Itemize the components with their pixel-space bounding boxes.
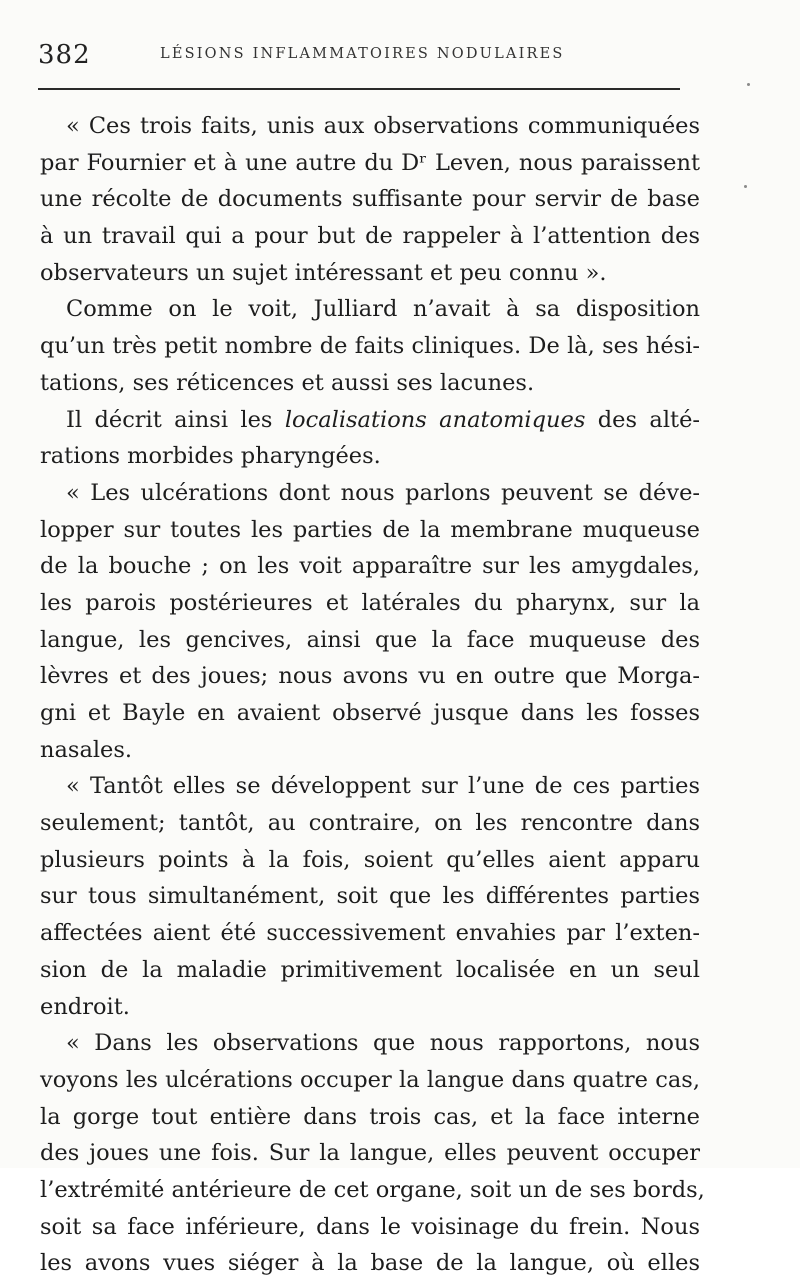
page-number: 382: [38, 40, 91, 70]
text-line: la gorge tout entière dans trois cas, et la face interne: [40, 1103, 700, 1130]
text-line: les parois postérieures et latérales du pharynx, sur la: [40, 589, 700, 616]
text-line: lopper sur toutes les parties de la membrane muqueuse: [40, 516, 700, 543]
text-line: [40, 402, 700, 439]
text-line: les avons vues siéger à la base de la langue, où elles: [40, 1250, 700, 1277]
body-text: [40, 108, 705, 1282]
text-line: Comme on le voit, Julliard n’avait à sa disposition: [66, 296, 700, 323]
text-line: « Dans les observations que nous rapportons, nous: [66, 1030, 700, 1057]
text-line: affectées aient été successivement envahies par l’exten-: [40, 920, 700, 947]
text-line: « Tantôt elles se développent sur l’une de ces parties: [66, 773, 700, 800]
paper-speck: [744, 185, 747, 188]
header-rule: [38, 88, 680, 90]
text-line: à un travail qui a pour but de rappeler à l’attention des: [40, 223, 700, 250]
text-line: une récolte de documents suffisante pour servir de base: [40, 186, 700, 213]
text-line: l’extrémité antérieure de cet organe, soit un de ses bords,: [40, 1176, 705, 1203]
italic-term: localisations anatomiques: [284, 406, 586, 433]
text-line: des joues une fois. Sur la langue, elles peuvent occuper: [40, 1140, 700, 1167]
text-segment: Il décrit ainsi les: [66, 406, 285, 433]
text-line: voyons les ulcérations occuper la langue dans quatre cas,: [40, 1066, 700, 1093]
text-line: endroit.: [40, 993, 130, 1020]
text-line: tations, ses réticences et aussi ses lacunes.: [40, 369, 535, 396]
text-line: de la bouche ; on les voit apparaître sur les amygdales,: [40, 553, 700, 580]
text-line: seulement; tantôt, au contraire, on les rencontre dans: [40, 810, 700, 837]
text-line: sion de la maladie primitivement localisée en un seul: [40, 956, 700, 983]
text-line: qu’un très petit nombre de faits cliniques. De là, ses hési-: [40, 333, 700, 360]
text-line: soit sa face inférieure, dans le voisinage du frein. Nous: [40, 1213, 700, 1240]
text-line: par Fournier et à une autre du Dʳ Leven, nous paraissent: [40, 149, 700, 176]
text-line: langue, les gencives, ainsi que la face muqueuse des: [40, 626, 700, 653]
text-line: plusieurs points à la fois, soient qu’elles aient apparu: [40, 846, 700, 873]
paper-speck: [747, 83, 750, 86]
text-line: gni et Bayle en avaient observé jusque dans les fosses: [40, 700, 700, 726]
text-line: rations morbides pharyngées.: [40, 443, 381, 470]
page-header: [38, 40, 678, 76]
text-line: nasales.: [40, 736, 133, 763]
text-line: lèvres et des joues; nous avons vu en outre que Morga-: [40, 663, 700, 690]
text-line: sur tous simultanément, soit que les différentes parties: [40, 883, 700, 910]
running-title: LÉSIONS INFLAMMATOIRES NODULAIRES: [160, 46, 565, 62]
text-line: « Ces trois faits, unis aux observations communiquées: [66, 113, 700, 139]
text-line: « Les ulcérations dont nous parlons peuvent se déve-: [66, 479, 700, 506]
text-segment: des alté-: [585, 406, 701, 433]
text-line: observateurs un sujet intéressant et peu connu ».: [40, 259, 607, 286]
